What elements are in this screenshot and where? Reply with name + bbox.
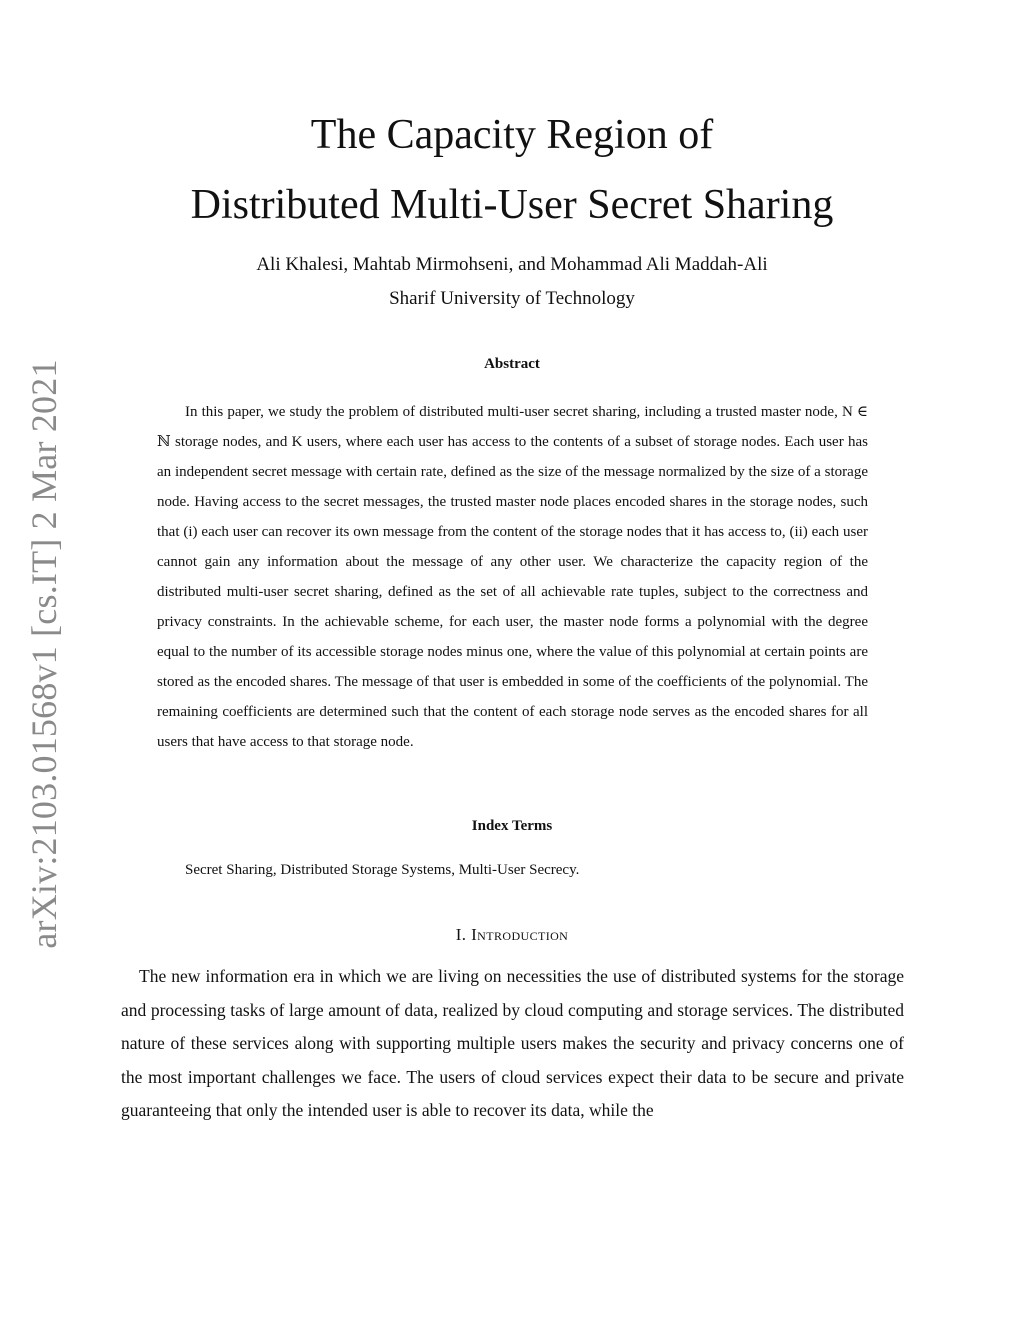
- abstract-text: In this paper, we study the problem of distributed multi-user secret sharing, including a trusted master node, N ∈ ℕ storage nodes, and K users, where each user has access to the contents of a subset of storage nodes. Each user has an independent secret message with certain rate, defined as the size of the message normalized by the size of a storage node. Having access to the secret messages, the trusted master node places encoded shares in the storage nodes, such that (i) each user can recover its own message from the content of the storage nodes that it has access to, (ii) each user cannot gain any information about the message of any other user. We characterize the capacity region of the distributed multi-user secret sharing, defined as the set of all achievable rate tuples, subject to the correctness and privacy constraints. In the achievable scheme, for each user, the master node forms a polynomial with the degree equal to the number of its accessible storage nodes minus one, where the value of this polynomial at certain points are stored as the encoded shares. The message of that user is embedded in some of the coefficients of the polynomial. The remaining coefficients are determined such that the content of each storage node serves as the encoded shares for all users that have access to that storage node.: [157, 404, 868, 750]
- introduction-paragraph: The new information era in which we are living on necessities the use of distributed systems for the storage and processing tasks of large amount of data, realized by cloud computing and storage services. The distributed nature of these services along with supporting multiple users makes the security and privacy concerns one of the most important challenges we face. The users of cloud services expect their data to be secure and private guaranteeing that only the intended user is able to recover its data, while the: [121, 966, 904, 1120]
- author-list: Ali Khalesi, Mahtab Mirmohseni, and Mohammad Ali Maddah-Ali: [256, 254, 768, 275]
- index-terms-text: Secret Sharing, Distributed Storage Systems, Multi-User Secrecy.: [185, 862, 580, 878]
- index-terms-heading: Index Terms: [471, 818, 553, 834]
- abstract-heading: Abstract: [484, 356, 540, 372]
- paper-title-line-2: Distributed Multi-User Secret Sharing: [190, 182, 834, 228]
- section-heading-introduction: I. Introduction: [455, 925, 569, 944]
- paper-title-line-1: The Capacity Region of: [310, 112, 714, 158]
- arxiv-identifier-stamp: arXiv:2103.01568v1 [cs.IT] 2 Mar 2021: [24, 359, 64, 949]
- author-affiliation: Sharif University of Technology: [389, 288, 635, 309]
